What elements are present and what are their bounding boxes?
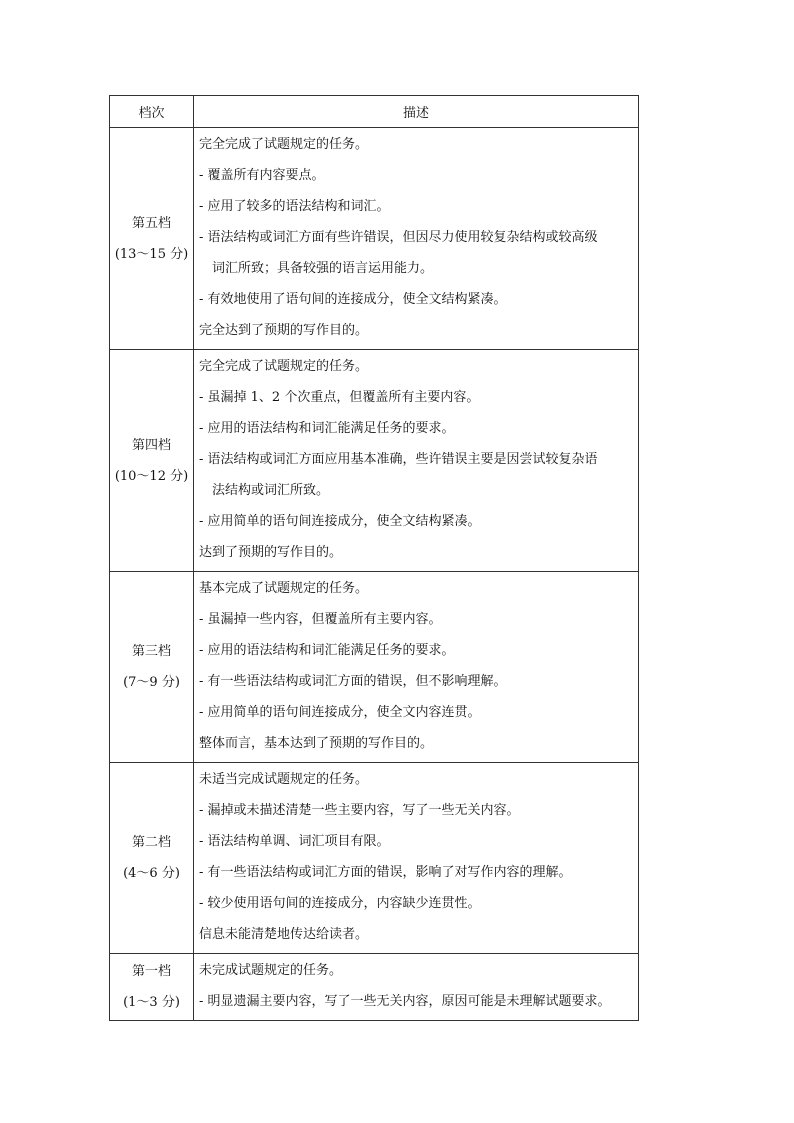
description-line: 完全完成了试题规定的任务。: [199, 137, 369, 152]
level-name: 第二档: [131, 835, 171, 850]
description-cell: [194, 572, 639, 763]
description-line: - 应用的语法结构和词汇能满足任务的要求。: [199, 643, 455, 658]
scoring-rubric-table: [109, 95, 639, 1021]
table-row: [110, 128, 639, 350]
description-line: 完全达到了预期的写作目的。: [199, 323, 369, 338]
description-line: 整体而言，基本达到了预期的写作目的。: [199, 736, 434, 751]
level-score: (13～15 分): [114, 246, 189, 262]
description-line: 未完成试题规定的任务。: [199, 963, 343, 978]
level-name: 第三档: [131, 644, 171, 659]
level-name: 第四档: [131, 437, 171, 453]
level-cell: [110, 128, 194, 350]
description-line: 基本完成了试题规定的任务。: [199, 581, 369, 596]
description-line: - 覆盖所有内容要点。: [199, 168, 325, 183]
description-line: - 较少使用语句间的连接成分，内容缺少连贯性。: [199, 896, 481, 911]
description-cell: [194, 954, 639, 1021]
table-row: [110, 763, 639, 954]
description-line: 信息未能清楚地传达给读者。: [199, 927, 369, 942]
description-line: - 虽漏掉 1、2 个次重点，但覆盖所有主要内容。: [199, 390, 480, 405]
description-line: - 有效地使用了语句间的连接成分，使全文结构紧凑。: [199, 292, 507, 307]
level-cell: [110, 954, 194, 1021]
table-row: [110, 954, 639, 1021]
description-line: - 语法结构或词汇方面有些许错误，但因尽力使用较复杂结构或较高级: [199, 230, 598, 245]
level-score: (1～3 分): [123, 995, 180, 1010]
header-row: [110, 96, 639, 128]
level-name: 第五档: [131, 215, 171, 231]
description-line: - 明显遗漏主要内容，写了一些无关内容，原因可能是未理解试题要求。: [199, 994, 611, 1009]
level-score: (4～6 分): [123, 866, 180, 881]
description-line: - 应用简单的语句间连接成分，使全文内容连贯。: [199, 705, 481, 720]
level-score: (10～12 分): [114, 468, 189, 484]
table-row: [110, 572, 639, 763]
header-level: 档次: [110, 96, 194, 128]
header-description: 描述: [194, 96, 639, 128]
description-line: - 语法结构或词汇方面应用基本准确，些许错误主要是因尝试较复杂语: [199, 452, 598, 467]
description-line: 达到了预期的写作目的。: [199, 545, 343, 560]
description-line: 法结构或词汇所致。: [212, 483, 330, 498]
description-cell: [194, 763, 639, 954]
description-line: - 有一些语法结构或词汇方面的错误，影响了对写作内容的理解。: [199, 865, 572, 880]
level-cell: [110, 763, 194, 954]
description-line: - 应用了较多的语法结构和词汇。: [199, 199, 390, 214]
description-line: - 应用的语法结构和词汇能满足任务的要求。: [199, 421, 455, 436]
description-cell: [194, 128, 639, 350]
description-line: - 语法结构单调、词汇项目有限。: [199, 834, 390, 849]
description-cell: [194, 350, 639, 572]
description-line: 词汇所致；具备较强的语言运用能力。: [212, 261, 434, 276]
table-row: [110, 350, 639, 572]
level-score: (7～9 分): [123, 675, 180, 690]
level-cell: [110, 350, 194, 572]
description-line: 完全完成了试题规定的任务。: [199, 359, 369, 374]
description-line: 未适当完成试题规定的任务。: [199, 772, 369, 787]
description-line: - 漏掉或未描述清楚一些主要内容，写了一些无关内容。: [199, 803, 520, 818]
description-line: - 有一些语法结构或词汇方面的错误，但不影响理解。: [199, 674, 507, 689]
level-name: 第一档: [131, 964, 171, 979]
description-line: - 应用简单的语句间连接成分，使全文结构紧凑。: [199, 514, 481, 529]
description-line: - 虽漏掉一些内容，但覆盖所有主要内容。: [199, 612, 442, 627]
level-cell: [110, 572, 194, 763]
